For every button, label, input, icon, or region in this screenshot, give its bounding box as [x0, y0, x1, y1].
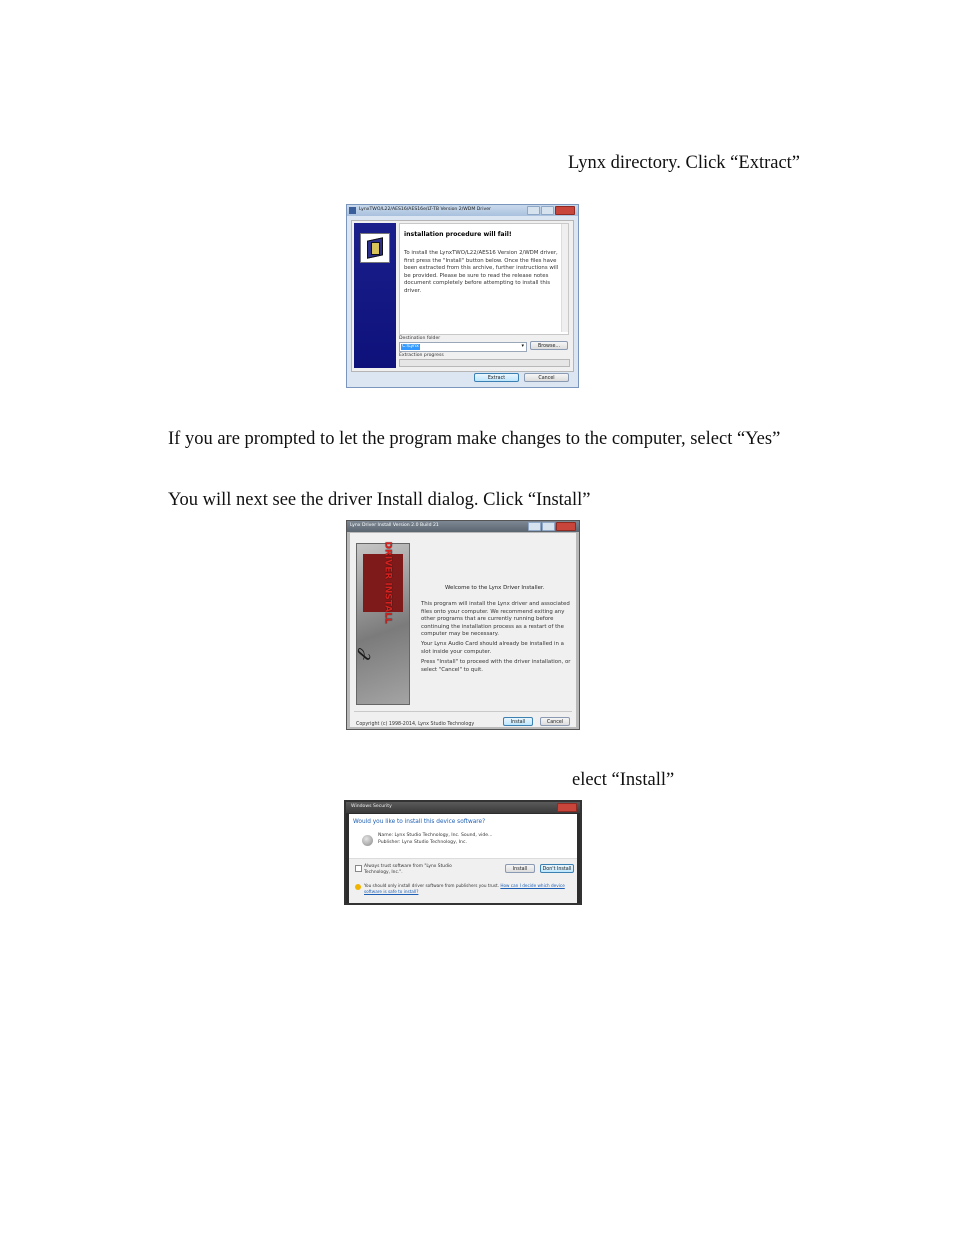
- extract-dialog-titlebar: [347, 205, 578, 216]
- extraction-progress-bar: [399, 359, 570, 367]
- warning-message: You should only install driver software from publishers you trust.: [364, 883, 499, 888]
- window-controls: [528, 522, 576, 531]
- maximize-icon[interactable]: [541, 206, 554, 215]
- security-client: [349, 814, 577, 902]
- install-dialog-screenshot: [346, 520, 580, 730]
- instruction-click-install: You will next see the driver Install dialog. Click “Install”: [168, 490, 591, 510]
- install-button[interactable]: Install: [503, 717, 533, 726]
- notes-textarea[interactable]: [399, 223, 569, 335]
- security-question: Would you like to install this device software?: [353, 819, 486, 825]
- side-banner: [354, 223, 396, 368]
- extract-dialog-client: [351, 220, 574, 372]
- security-footer: [349, 858, 577, 903]
- cancel-button[interactable]: Cancel: [540, 717, 570, 726]
- install-dialog-title: Lynx Driver Install Version 2.0 Build 21: [350, 523, 439, 528]
- extract-dialog-title: LynxTWO/L22/AES16/AES16e/LT-TB Version 2/WDM Driver: [359, 207, 491, 212]
- driver-install-logo: DRIVER INSTALL: [382, 541, 393, 624]
- card-note: Your Lynx Audio Card should already be installed in a slot inside your computer.: [421, 641, 564, 655]
- security-titlebar: [346, 802, 580, 813]
- copyright-text: Copyright (c) 1998-2014, Lynx Studio Technology: [356, 722, 475, 727]
- install-dialog-titlebar: [347, 521, 579, 532]
- close-icon[interactable]: [555, 206, 575, 215]
- instruction-select-install: elect “Install”: [572, 770, 675, 790]
- learn-more-link[interactable]: How can I decide which device software is safe to install?: [364, 883, 565, 894]
- dont-install-button[interactable]: Don't Install: [540, 864, 574, 873]
- always-trust-checkbox[interactable]: [355, 865, 362, 872]
- always-trust-label: Always trust software from "Lynx Studio Technology, Inc.".: [364, 864, 452, 875]
- publisher-name: Publisher: Lynx Studio Technology, Inc.: [378, 840, 467, 845]
- welcome-text: Welcome to the Lynx Driver Installer.: [445, 585, 545, 591]
- software-name: Name: Lynx Studio Technology, Inc. Sound, vide...: [378, 833, 493, 838]
- maximize-icon[interactable]: [542, 522, 555, 531]
- instructions-text: To install the LynxTWO/L22/AES16 Version 2/WDM driver, first press the "Install" button below. Once the files have been extracted from this archive, further instructions will be provided. Please be sure to read the release notes document completely before attempting to install this driver.: [404, 250, 559, 294]
- security-title: Windows Security: [351, 804, 392, 809]
- install-button[interactable]: Install: [505, 864, 535, 873]
- lynx-card-image: [350, 541, 410, 705]
- install-dialog-client: [350, 533, 576, 727]
- lynx-logo-icon: ℓ: [350, 645, 378, 666]
- close-icon[interactable]: [556, 522, 576, 531]
- window-controls: [527, 206, 575, 215]
- device-icon: [362, 835, 373, 846]
- warning-heading: installation procedure will fail!: [404, 231, 512, 238]
- press-install-note: Press "Install" to proceed with the driver installation, or select "Cancel" to quit.: [421, 659, 571, 673]
- windows-security-screenshot: [344, 800, 582, 905]
- destination-field[interactable]: [399, 342, 527, 352]
- close-icon[interactable]: [557, 803, 577, 812]
- app-icon: [349, 207, 356, 214]
- progress-label: Extraction progress: [399, 353, 444, 358]
- scrollbar[interactable]: [561, 224, 568, 332]
- package-icon: [360, 233, 390, 263]
- cancel-button[interactable]: Cancel: [524, 373, 569, 382]
- minimize-icon[interactable]: [527, 206, 540, 215]
- warning-text: [364, 883, 574, 895]
- destination-value: C:\Lynx: [402, 344, 419, 349]
- browse-button[interactable]: Browse...: [530, 341, 568, 350]
- minimize-icon[interactable]: [528, 522, 541, 531]
- extract-button[interactable]: Extract: [474, 373, 519, 382]
- instruction-uac-yes: If you are prompted to let the program make changes to the computer, select “Yes”: [168, 429, 781, 449]
- warning-shield-icon: [355, 884, 361, 890]
- chevron-down-icon[interactable]: ▾: [521, 343, 524, 349]
- install-description: This program will install the Lynx driver and associated files onto your computer. We recommend exiting any other programs that are currently running before continuing the installation process as a restart of the computer may be necessary.: [421, 601, 570, 638]
- destination-label: Destination folder: [399, 336, 441, 341]
- instruction-extract: Lynx directory. Click “Extract”: [568, 153, 801, 173]
- divider: [354, 711, 572, 712]
- extract-dialog-screenshot: [346, 204, 579, 388]
